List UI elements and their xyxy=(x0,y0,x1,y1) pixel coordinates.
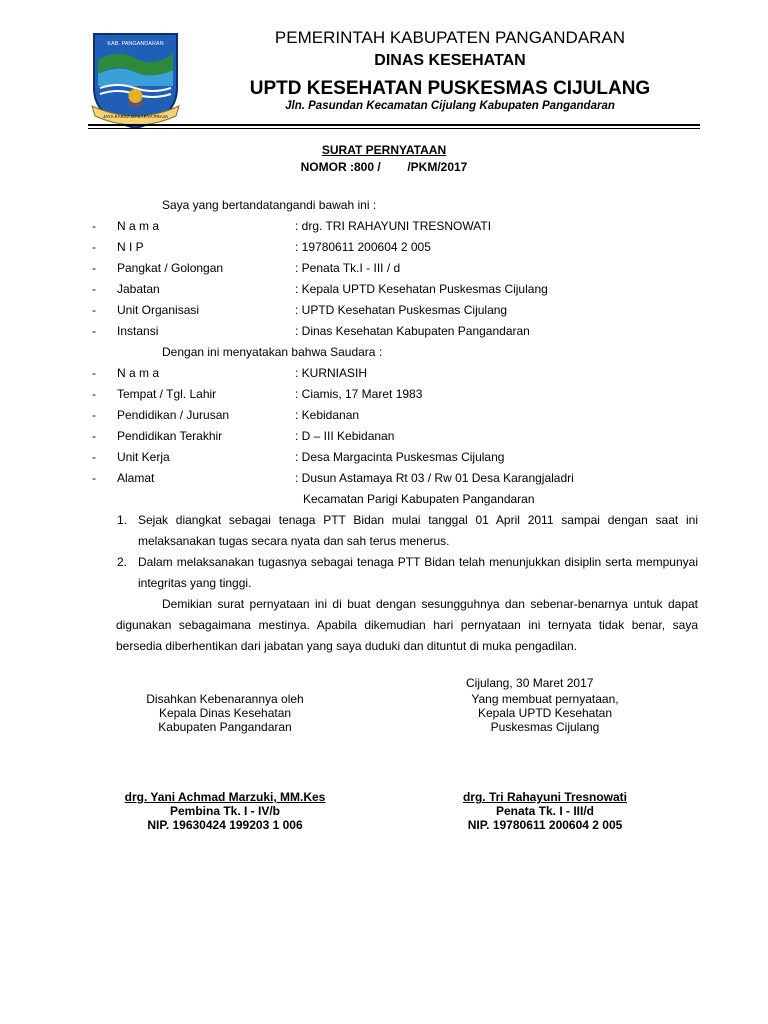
field-label: Unit Organisasi xyxy=(117,303,200,317)
field-dash: - xyxy=(92,387,96,401)
field-label: Tempat / Tgl. Lahir xyxy=(117,387,217,401)
field-value: : UPTD Kesehatan Puskesmas Cijulang xyxy=(295,303,508,317)
left-sign-nip: NIP. 19630424 199203 1 006 xyxy=(147,818,303,832)
intro-text: Saya yang bertandatangandi bawah ini : xyxy=(162,198,377,212)
field-value: : KURNIASIH xyxy=(295,366,368,380)
field-dash: - xyxy=(92,219,96,233)
field-label: Jabatan xyxy=(117,282,160,296)
field-value: : Ciamis, 17 Maret 1983 xyxy=(295,387,423,401)
field-dash: - xyxy=(92,324,96,338)
right-sign-line3: Puskesmas Cijulang xyxy=(490,720,600,734)
left-sign-name: drg. Yani Achmad Marzuki, MM.Kes xyxy=(124,790,326,804)
field-value: : 19780611 200604 2 005 xyxy=(295,240,431,254)
field-label: Pangkat / Golongan xyxy=(117,261,224,275)
field-value: : D – III Kebidanan xyxy=(295,429,395,443)
field-value: : Kebidanan xyxy=(295,408,360,422)
letterhead-address: Jln. Pasundan Kecamatan Cijulang Kabupaten Pangandaran xyxy=(285,100,615,112)
address-continuation: Kecamatan Parigi Kabupaten Pangandaran xyxy=(303,492,535,506)
field-dash: - xyxy=(92,471,96,485)
point-text: Dalam melaksanakan tugasnya sebagai tenaga PTT Bidan telah menunjukkan disiplin serta mempunyai integritas yang tinggi. xyxy=(138,555,698,590)
regency-emblem-logo xyxy=(88,30,183,130)
right-sign-name: drg. Tri Rahayuni Tresnowati xyxy=(462,790,628,804)
field-label: N I P xyxy=(117,240,144,254)
right-sign-nip: NIP. 19780611 200604 2 005 xyxy=(467,818,623,832)
letter-number: NOMOR :800 / /PKM/2017 xyxy=(300,160,468,174)
right-sign-line2: Kepala UPTD Kesehatan xyxy=(477,706,613,720)
field-value: : Kepala UPTD Kesehatan Puskesmas Cijulang xyxy=(295,282,548,296)
closing-paragraph: Demikian surat pernyataan ini di buat dengan sesungguhnya dan sebenar-benarnya untuk dapat digunakan sebagaimana mestinya. Apabila dikemudian hari pernyataan ini ternyata tidak benar, saya bersedia diberhentikan dari jabatan yang saya duduki dan dituntut di muka pengadilan. xyxy=(116,597,698,653)
field-dash: - xyxy=(92,261,96,275)
point-number: 1. xyxy=(117,513,128,527)
field-label: Alamat xyxy=(117,471,155,485)
field-label: Instansi xyxy=(117,324,159,338)
field-label: Pendidikan / Jurusan xyxy=(117,408,230,422)
letterhead-department: DINAS KESEHATAN xyxy=(374,52,526,69)
letter-title: SURAT PERNYATAAN xyxy=(321,143,447,157)
field-dash: - xyxy=(92,408,96,422)
field-value: : drg. TRI RAHAYUNI TRESNOWATI xyxy=(295,219,492,233)
field-dash: - xyxy=(92,450,96,464)
field-dash: - xyxy=(92,429,96,443)
field-dash: - xyxy=(92,303,96,317)
left-sign-line2: Kepala Dinas Kesehatan xyxy=(158,706,292,720)
right-sign-rank: Penata Tk. I - III/d xyxy=(495,804,595,818)
field-label: Unit Kerja xyxy=(117,450,170,464)
point-number: 2. xyxy=(117,555,128,569)
svg-text:KAB. PANGANDARAN: KAB. PANGANDARAN xyxy=(107,41,164,47)
letterhead-rule-thin xyxy=(88,128,700,129)
field-label: Pendidikan Terakhir xyxy=(117,429,223,443)
statement-intro: Dengan ini menyatakan bahwa Saudara : xyxy=(162,345,383,359)
left-sign-line1: Disahkan Kebenarannya oleh xyxy=(146,692,304,706)
point-text: Sejak diangkat sebagai tenaga PTT Bidan mulai tanggal 01 April 2011 sampai dengan saat ini melaksanakan tugas secara nyata dan sah terus menerus. xyxy=(138,513,698,548)
svg-text:JAYA KARSA MAKARYA PRAJA: JAYA KARSA MAKARYA PRAJA xyxy=(103,114,168,119)
letterhead-rule xyxy=(88,124,700,126)
place-date: Cijulang, 30 Maret 2017 xyxy=(466,676,594,690)
field-value: : Penata Tk.I - III / d xyxy=(295,261,401,275)
letterhead-government: PEMERINTAH KABUPATEN PANGANDARAN xyxy=(274,28,626,47)
field-value: : Desa Margacinta Puskesmas Cijulang xyxy=(295,450,505,464)
field-dash: - xyxy=(92,282,96,296)
left-sign-rank: Pembina Tk. I - IV/b xyxy=(169,804,281,818)
field-value: : Dinas Kesehatan Kabupaten Pangandaran xyxy=(295,324,530,338)
field-label: N a m a xyxy=(117,219,160,233)
field-dash: - xyxy=(92,240,96,254)
left-sign-line3: Kabupaten Pangandaran xyxy=(158,720,292,734)
field-value: : Dusun Astamaya Rt 03 / Rw 01 Desa Karangjaladri xyxy=(295,471,574,485)
right-sign-line1: Yang membuat pernyataan, xyxy=(471,692,619,706)
field-dash: - xyxy=(92,366,96,380)
field-label: N a m a xyxy=(117,366,160,380)
letterhead-unit: UPTD KESEHATAN PUSKESMAS CIJULANG xyxy=(249,78,651,99)
